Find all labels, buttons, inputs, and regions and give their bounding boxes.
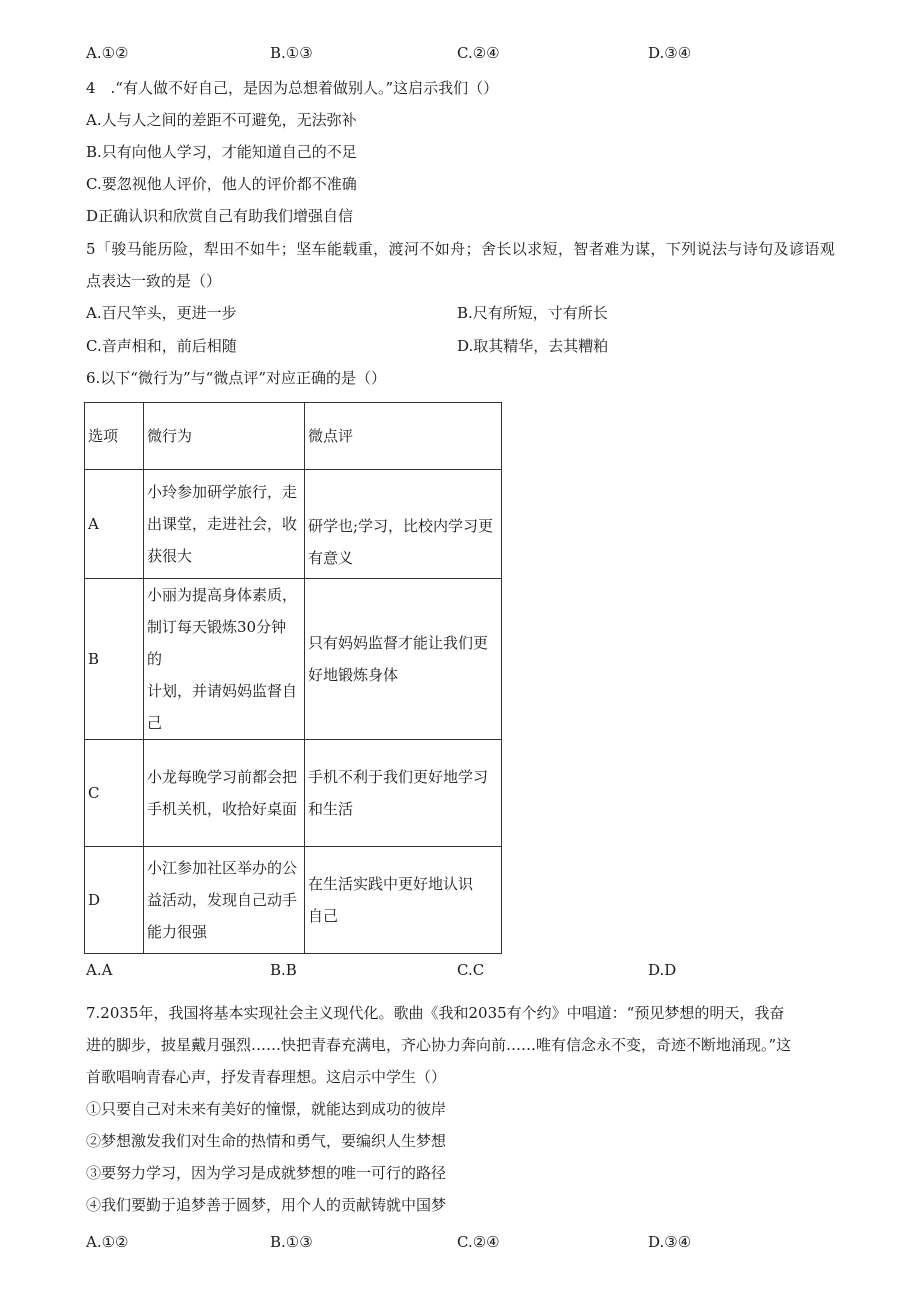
q6-option-a: A.A [86,961,113,979]
q5-option-a: A.百尺竿头，更进一步 [86,304,237,322]
table-row [85,470,502,579]
q6-option-d: D.D [648,961,677,979]
q4-option-b: B.只有向他人学习，才能知道自己的不足 [86,143,357,161]
q6-stem: 6.以下“微行为”与“微点评”对应正确的是（） [86,369,386,387]
q6-table [84,402,502,954]
row-option: C [85,740,144,847]
q7-statement-2: ②梦想激发我们对生命的热情和勇气，要编织人生梦想 [86,1132,447,1150]
row-behavior: 小玲参加研学旅行，走 出课堂，走进社会，收 获很大 [144,470,305,579]
row-behavior: 小龙每晚学习前都会把 手机关机，收拾好桌面 [144,740,305,847]
row-comment: 只有妈妈监督才能让我们更 好地锻炼身体 [305,579,502,740]
q5-option-d: D.取其精华，去其糟粕 [457,337,609,355]
header-comment: 微点评 [305,403,502,470]
row-behavior: 小丽为提高身体素质， 制订每天锻炼30分钟的 计划，并请妈妈监督自 己 [144,579,305,740]
q4-option-a: A.人与人之间的差距不可避免，无法弥补 [86,111,357,129]
q3-option-b: B.①③ [270,44,313,62]
q5-stem-line1: 5「骏马能历险，犁田不如牛；坚车能载重，渡河不如舟；舍长以求短，智者难为谋，下列说法与诗句及谚语观 [86,240,836,258]
q7-statement-1: ①只要自己对未来有美好的憧憬，就能达到成功的彼岸 [86,1100,447,1118]
q5-option-c: C.音声相和，前后相随 [86,337,237,355]
q3-option-a: A.①② [86,44,129,62]
header-option: 选项 [85,403,144,470]
table-header-row [85,403,502,470]
q3-option-d: D.③④ [648,44,692,62]
q3-option-c: C.②④ [457,44,500,62]
table-row [85,847,502,954]
table-row [85,579,502,740]
q7-option-d: D.③④ [648,1233,692,1251]
q7-stem-line3: 首歌唱响青春心声，抒发青春理想。这启示中学生（） [86,1068,447,1086]
row-comment: 研学也;学习，比校内学习更 有意义 [305,470,502,579]
q5-stem-line2: 点表达一致的是（） [86,272,222,290]
q4-option-d: D正确认识和欣赏自己有助我们增强自信 [86,207,354,225]
header-behavior: 微行为 [144,403,305,470]
q6-option-c: C.C [457,961,485,979]
table-row [85,740,502,847]
row-option: D [85,847,144,954]
row-comment: 在生活实践中更好地认识 自己 [305,847,502,954]
q7-stem-line1: 7.2035年，我国将基本实现社会主义现代化。歌曲《我和2035有个约》中唱道：“预见梦想的明天，我奋 [86,1004,785,1022]
q7-statement-3: ③要努力学习，因为学习是成就梦想的唯一可行的路径 [86,1164,447,1182]
q4-stem: 4 .“有人做不好自己，是因为总想着做别人。”这启示我们（） [86,79,499,97]
row-behavior: 小江参加社区举办的公 益活动，发现自己动手 能力很强 [144,847,305,954]
q7-stem-line2: 进的脚步，披星戴月强烈……快把青春充满电，齐心协力奔向前……唯有信念永不变，奇迹不断地涌现。”这 [86,1036,792,1054]
q7-option-c: C.②④ [457,1233,500,1251]
q6-option-b: B.B [270,961,297,979]
q5-option-b: B.尺有所短，寸有所长 [457,304,608,322]
row-option: B [85,579,144,740]
row-comment: 手机不利于我们更好地学习 和生活 [305,740,502,847]
q7-statement-4: ④我们要勤于追梦善于圆梦，用个人的贡献铸就中国梦 [86,1196,447,1214]
q4-option-c: C.要忽视他人评价，他人的评价都不准确 [86,175,357,193]
q7-option-a: A.①② [86,1233,129,1251]
row-option: A [85,470,144,579]
q7-option-b: B.①③ [270,1233,313,1251]
